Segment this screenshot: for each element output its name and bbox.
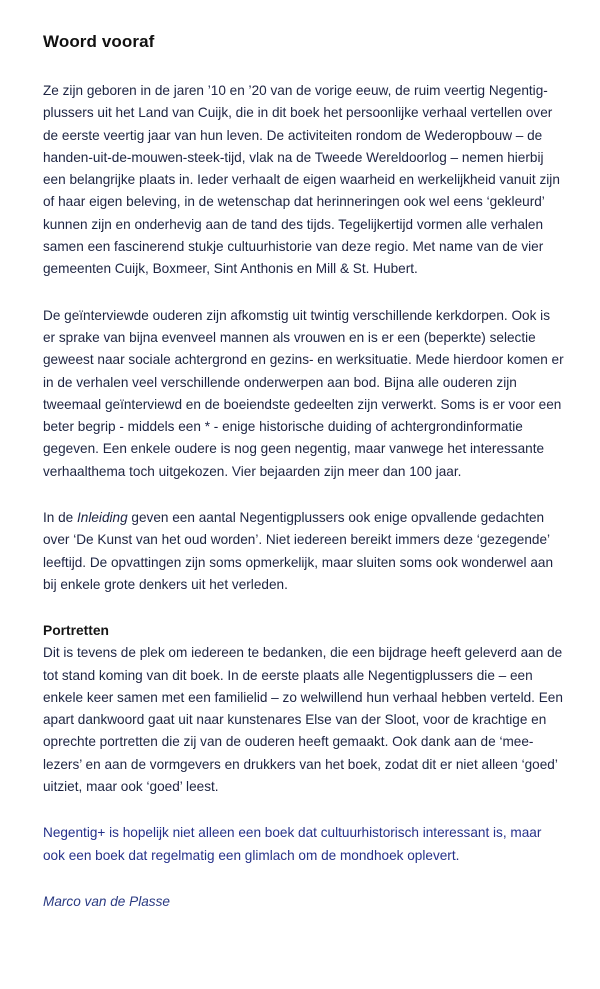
- section-heading-portretten: Portretten: [43, 623, 109, 639]
- paragraph-portretten: Dit is tevens de plek om iedereen te bedanken, die een bijdrage heeft geleverd aan de tot stand koming van dit boek. In de eerste plaats alle Negentigplussers die – een enkele keer samen met een familielid – zo welwillend hun verhaal hebben verteld. Een apart dankwoord gaat uit naar kunstenares Else van der Sloot, voor de krachtige en oprechte portretten die zij van de ouderen heeft gemaakt. Ook dank aan de ‘mee-lezers’ en aan de vormgevers en drukkers van het boek, zodat dit er niet alleen ‘goed’ uitziet, maar ook ‘goed’ leest.: [43, 645, 563, 795]
- paragraph-inleiding: [43, 507, 564, 596]
- paragraph-interviewees: De geïnterviewde ouderen zijn afkomstig uit twintig verschillende kerkdorpen. Ook is er sprake van bijna evenveel mannen als vrouwen en is er een (beperkte) selectie geweest naar sociale achtergrond en gezins- en werksituatie. Mede hierdoor komen er in de verhalen veel verschillende onderwerpen aan bod. Bijna alle ouderen zijn tweemaal geïnterviewd en de boeiendste gedeelten zijn verwerkt. Soms is er voor een beter begrip - middels een * - enige historische duiding of achtergrondinformatie gegeven. Een enkele oudere is nog geen negentig, maar vanwege het interessante verhaalthema toch uitgekozen. Vier bejaarden zijn meer dan 100 jaar.: [43, 307, 564, 479]
- paragraph-inleiding-prefix: In de: [43, 510, 78, 526]
- inleiding-term: Inleiding: [77, 510, 128, 526]
- paragraph-intro: Ze zijn geboren in de jaren ’10 en ’20 van de vorige eeuw, de ruim veertig Negentig-plussers uit het Land van Cuijk, die in dit boek het persoonlijke verhaal vertellen over de eerste veertig jaar van hun leven. De activiteiten rondom de Wederopbouw – de handen-uit-de-mouwen-steek-tijd, vlak na de Tweede Wereldoorlog – nemen hierbij een belangrijke plaats in. Ieder verhaalt de eigen waarheid en werkelijkheid vanuit zijn of haar eigen beleving, in de wetenschap dat herinneringen ook wel eens ‘gekleurd’ kunnen zijn en onderhevig aan de tand des tijds. Tegelijkertijd vormen alle verhalen samen een fascinerend stukje cultuurhistorie van deze regio. Met name van de vier gemeenten Cuijk, Boxmeer, Sint Anthonis en Mill & St. Hubert.: [43, 83, 560, 277]
- paragraph-closing: Negentig+ is hopelijk niet alleen een boek dat cultuurhistorisch interessant is, maar ook een boek dat regelmatig een glimlach om de mondhoek oplevert.: [43, 825, 542, 863]
- paragraph-inleiding-suffix: geven een aantal Negentigplussers ook enige opvallende gedachten over ‘De Kunst van het oud worden’. Niet iedereen bereikt immers deze ‘gezegende’ leeftijd. De opvattingen zijn soms opmerkelijk, maar sluiten soms ook wonderwel aan bij enkele grote denkers uit het verleden.: [43, 510, 554, 592]
- author-signature: Marco van de Plasse: [43, 893, 170, 909]
- page-title: Woord vooraf: [43, 32, 155, 51]
